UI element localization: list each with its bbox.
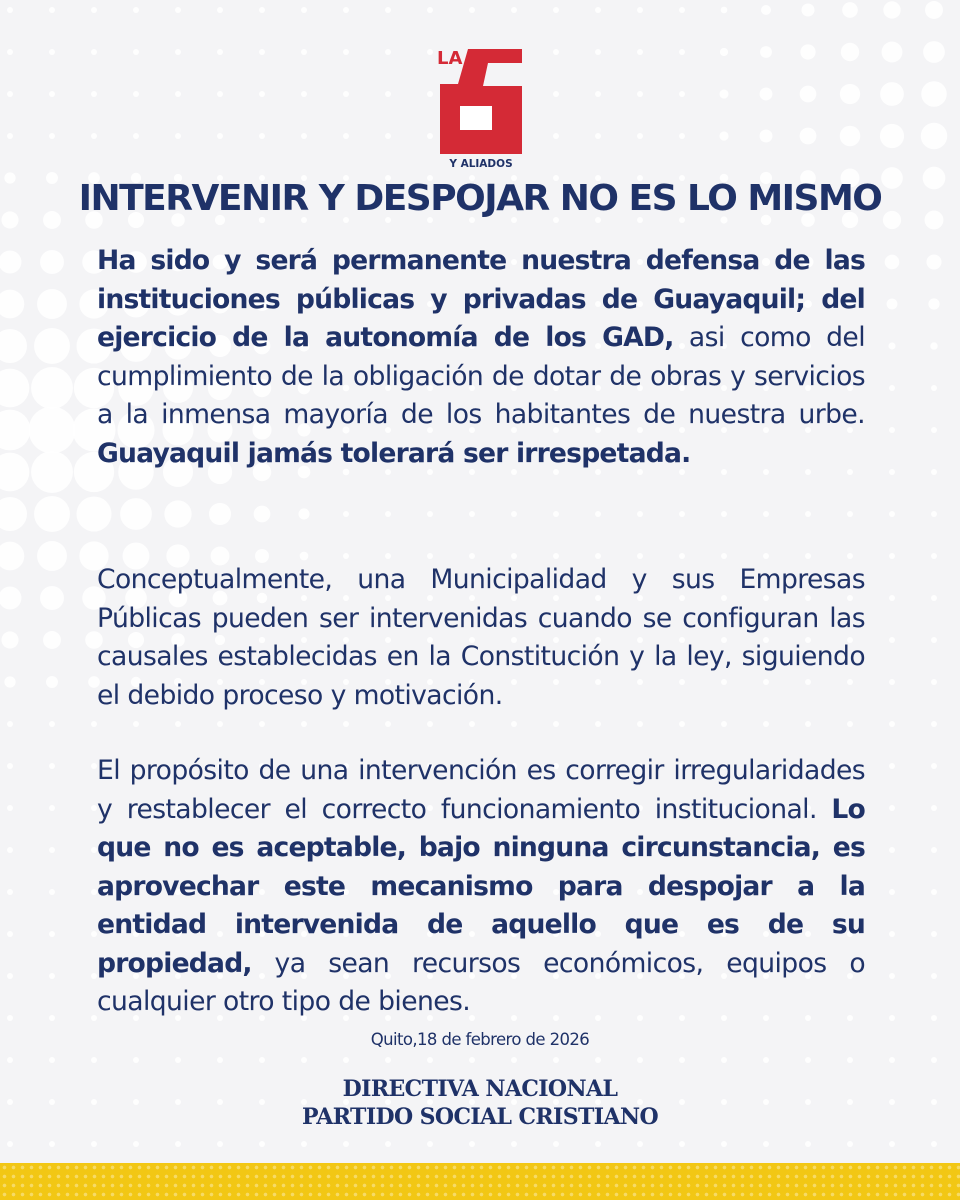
paragraph-concept [97, 561, 865, 715]
paragraph1-bold-2: Guayaquil jamás tolerará ser irrespetada. [97, 437, 691, 469]
logo-six-inner-white [460, 106, 492, 130]
paragraph2-text: Conceptualmente, una Municipalidad y sus Empresas Públicas pueden ser intervenidas cuando se configuran las causales establecidas en la Constitución y la ley, siguiendo el debido proceso y motivación. [97, 564, 865, 711]
paragraph-defense [97, 242, 865, 473]
paragraph1-bold-1: Ha sido y será permanente nuestra defensa de las instituciones públicas y privadas de Guayaquil; del ejercicio de la autonomía de los GAD, [97, 245, 865, 353]
logo-bottom-text: Y ALIADOS [449, 158, 513, 170]
yellow-footer-bar [0, 1163, 960, 1200]
paragraph3-text-1: El propósito de una intervención es corregir irregularidades y restablecer el correcto funcionamiento institucional. [97, 755, 865, 825]
signature-block [0, 1075, 960, 1131]
signature-line-2: PARTIDO SOCIAL CRISTIANO [301, 1104, 659, 1130]
logo-top-text: LA [437, 48, 463, 69]
signature-line-1: DIRECTIVA NACIONAL [342, 1076, 618, 1102]
paragraph1-text-1: asi como del cumplimiento de la obligación de dotar de obras y servicios a la inmensa mayoría de los habitantes de nuestra urbe. [97, 322, 865, 430]
document-date: Quito,18 de febrero de 2026 [370, 1030, 590, 1049]
la-6-y-aliados-logo [436, 46, 526, 170]
paragraph3-text-2: ya sean recursos económicos, equipos o cualquier otro tipo de bienes. [97, 947, 865, 1017]
paragraph3-bold-1: Lo que no es aceptable, bajo ninguna circunstancia, es aprovechar este mecanismo para despojar a la entidad intervenida de aquello que es de su propiedad, [97, 793, 865, 979]
paragraph-purpose [97, 752, 865, 1022]
page-title: INTERVENIR Y DESPOJAR NO ES LO MISMO [78, 178, 882, 219]
